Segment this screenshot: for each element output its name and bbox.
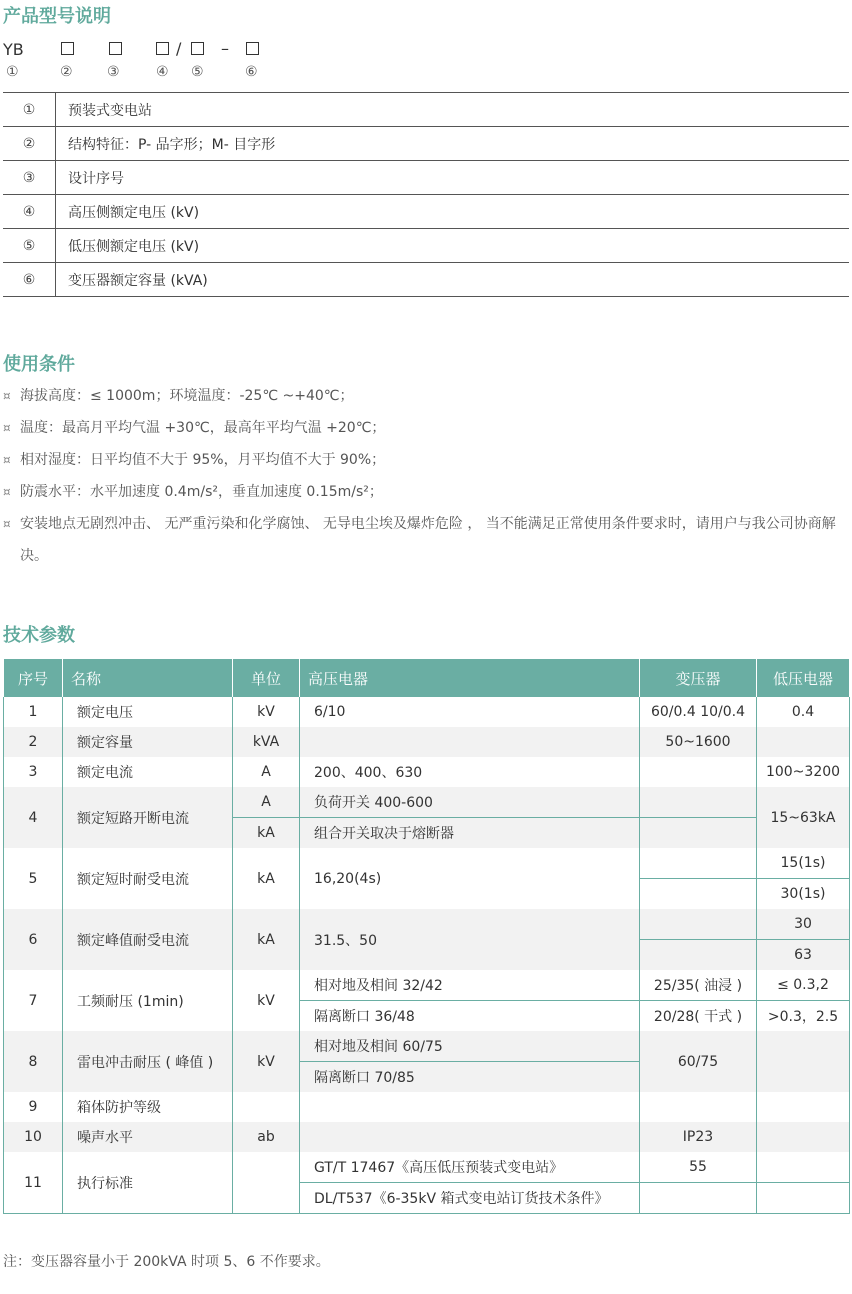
- condition-item: ¤ 相对湿度：日平均值不大于 95%，月平均值不大于 90%；: [3, 444, 849, 476]
- model-table: [3, 92, 849, 297]
- code-dash: –: [221, 39, 229, 58]
- table-row: 隔离断口 70/85: [4, 1062, 850, 1093]
- code-box-4: [156, 42, 169, 55]
- footnote: 注：变压器容量小于 200kVA 时项 5、6 不作要求。: [3, 1254, 330, 1270]
- table-row: 10 噪声水平 ab IP23: [4, 1122, 850, 1152]
- model-row: [3, 127, 849, 161]
- table-row: 2 额定容量 kVA 50~1600: [4, 727, 850, 757]
- model-row-text: 预装式变电站: [56, 93, 850, 127]
- table-row: 4 额定短路开断电流 A 负荷开关 400-600 15~63kA: [4, 787, 850, 818]
- table-row: 11 执行标准 GT/T 17467《高压低压预装式变电站》 55: [4, 1152, 850, 1183]
- code-box-3: [109, 42, 122, 55]
- model-row-num: ⑥: [3, 263, 56, 297]
- code-position-4: ④: [156, 64, 169, 80]
- model-section-title: 产品型号说明: [3, 6, 111, 27]
- bullet-icon: ¤: [3, 485, 11, 499]
- model-code-prefix: YB: [3, 40, 24, 59]
- model-row-num: ①: [3, 93, 56, 127]
- table-row: 63: [4, 940, 850, 971]
- tech-section-title: 技术参数: [3, 625, 75, 646]
- model-row: [3, 161, 849, 195]
- header-hv: 高压电器: [300, 659, 640, 697]
- model-code-diagram: [3, 38, 303, 84]
- model-row-text: 低压侧额定电压 (kV): [56, 229, 850, 263]
- bullet-icon: ¤: [3, 389, 11, 403]
- bullet-icon: ¤: [3, 517, 11, 531]
- conditions-list: [3, 380, 849, 572]
- code-box-2: [61, 42, 74, 55]
- model-row: [3, 229, 849, 263]
- condition-item: ¤ 防震水平：水平加速度 0.4m/s²，垂直加速度 0.15m/s²；: [3, 476, 849, 508]
- bullet-icon: ¤: [3, 421, 11, 435]
- table-row: 9 箱体防护等级: [4, 1092, 850, 1122]
- tech-table: [3, 659, 850, 1214]
- table-row: 8 雷电冲击耐压 ( 峰值 ) kV 相对地及相间 60/75 60/75: [4, 1031, 850, 1062]
- code-position-3: ③: [107, 64, 120, 80]
- code-position-2: ②: [60, 64, 73, 80]
- header-lv: 低压电器: [757, 659, 850, 697]
- model-row-num: ④: [3, 195, 56, 229]
- code-box-6: [246, 42, 259, 55]
- condition-item: ¤ 海拔高度：≤ 1000m；环境温度：-25℃ ~+40℃；: [3, 380, 849, 412]
- table-row: 30(1s): [4, 879, 850, 910]
- code-position-6: ⑥: [245, 64, 258, 80]
- table-row: kA 组合开关取决于熔断器: [4, 818, 850, 849]
- model-row-text: 变压器额定容量 (kVA): [56, 263, 850, 297]
- model-row: [3, 263, 849, 297]
- table-row: 7 工频耐压 (1min) kV 相对地及相间 32/42 25/35( 油浸 ) ≤ 0.3,2: [4, 970, 850, 1001]
- conditions-section-title: 使用条件: [3, 354, 75, 375]
- header-unit: 单位: [233, 659, 300, 697]
- tech-header-row: [4, 659, 850, 697]
- table-row: DL/T537《6-35kV 箱式变电站订货技术条件》: [4, 1183, 850, 1214]
- model-row: [3, 195, 849, 229]
- model-row: [3, 93, 849, 127]
- code-box-5: [191, 42, 204, 55]
- table-row: 3 额定电流 A 200、400、630 100~3200: [4, 757, 850, 787]
- condition-item: ¤ 安装地点无剧烈冲击、 无严重污染和化学腐蚀、 无导电尘埃及爆炸危险 ， 当不能满足正常使用条件要求时，请用户与我公司协商解决。: [3, 508, 849, 572]
- model-row-num: ⑤: [3, 229, 56, 263]
- model-row-num: ②: [3, 127, 56, 161]
- condition-item: ¤ 温度：最高月平均气温 +30℃，最高年平均气温 +20℃；: [3, 412, 849, 444]
- code-slash: /: [176, 39, 182, 58]
- model-row-text: 设计序号: [56, 161, 850, 195]
- table-row: 隔离断口 36/48 20/28( 干式 ) >0.3，2.5: [4, 1001, 850, 1032]
- code-position-1: ①: [6, 64, 19, 80]
- code-position-5: ⑤: [191, 64, 204, 80]
- model-row-num: ③: [3, 161, 56, 195]
- model-row-text: 高压侧额定电压 (kV): [56, 195, 850, 229]
- header-name: 名称: [63, 659, 233, 697]
- header-no: 序号: [4, 659, 63, 697]
- header-transformer: 变压器: [640, 659, 757, 697]
- bullet-icon: ¤: [3, 453, 11, 467]
- table-row: 6 额定峰值耐受电流 kA 31.5、50 30: [4, 909, 850, 940]
- table-row: 1 额定电压 kV 6/10 60/0.4 10/0.4 0.4: [4, 697, 850, 727]
- model-row-text: 结构特征：P- 品字形；M- 目字形: [56, 127, 850, 161]
- table-row: 5 额定短时耐受电流 kA 16,20(4s) 15(1s): [4, 848, 850, 879]
